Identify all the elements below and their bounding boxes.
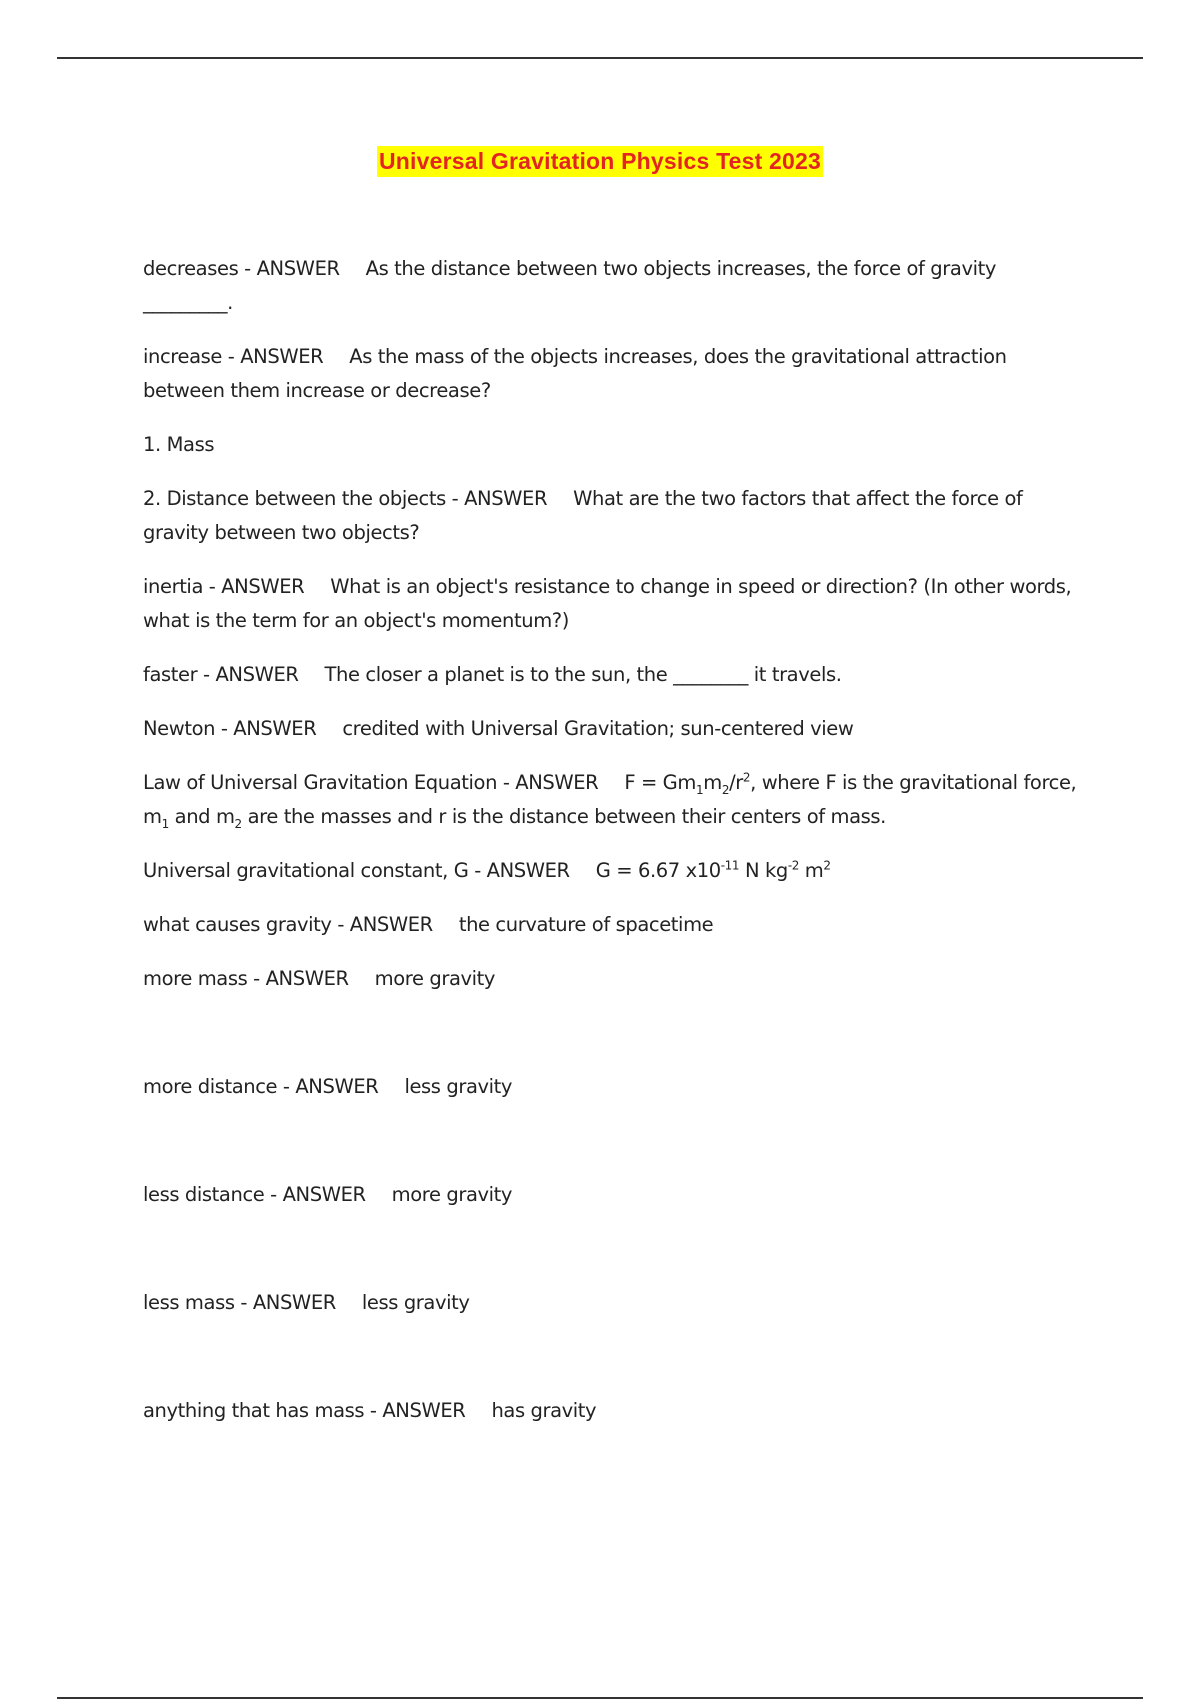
qa-list — [143, 252, 1093, 1448]
qa-term: anything that has mass - ANSWER — [143, 1399, 466, 1422]
qa-definition: less gravity — [361, 1291, 470, 1314]
qa-item — [143, 658, 1093, 692]
qa-term: faster - ANSWER — [143, 663, 299, 686]
qa-term: increase - ANSWER — [143, 345, 324, 368]
qa-definition: more gravity — [391, 1183, 513, 1206]
qa-item — [143, 1286, 1093, 1320]
qa-term: decreases - ANSWER — [143, 257, 340, 280]
qa-item — [143, 908, 1093, 942]
qa-term: inertia - ANSWER — [143, 575, 305, 598]
qa-item — [143, 340, 1093, 408]
qa-definition: As the mass of the objects increases, does the gravitational attraction between them increase or decrease? — [143, 345, 1007, 402]
qa-item — [143, 1394, 1093, 1428]
qa-item — [143, 962, 1093, 996]
qa-term: Law of Universal Gravitation Equation - ANSWER — [143, 771, 599, 794]
qa-item — [143, 712, 1093, 746]
qa-item — [143, 482, 1093, 550]
qa-term: Universal gravitational constant, G - ANSWER — [143, 859, 570, 882]
qa-item — [143, 1178, 1093, 1212]
qa-definition-blank: _________. — [143, 291, 233, 314]
qa-definition: The closer a planet is to the sun, the ________ it travels. — [324, 663, 842, 686]
qa-item — [143, 570, 1093, 638]
top-rule — [57, 57, 1143, 59]
qa-definition: credited with Universal Gravitation; sun-centered view — [342, 717, 854, 740]
qa-item — [143, 1070, 1093, 1104]
qa-definition: less gravity — [404, 1075, 513, 1098]
qa-definition-constant: G = 6.67 $x10^{-11}$ N $kg^{-2}$ $m^2$ — [595, 858, 831, 882]
qa-term: Newton - ANSWER — [143, 717, 317, 740]
qa-item — [143, 428, 1093, 462]
qa-term: more distance - ANSWER — [143, 1075, 379, 1098]
qa-definition: more gravity — [374, 967, 496, 990]
qa-definition-equation: $F = Gm_1m_2/r^2$, where F is the gravitational force, $m_1$ and $m_2$ are the masses and r is the distance between their centers of mass. — [143, 770, 1077, 831]
title-container — [0, 146, 1200, 177]
bottom-rule — [57, 1697, 1143, 1699]
qa-item — [143, 854, 1093, 888]
qa-item — [143, 252, 1093, 320]
qa-definition: the curvature of spacetime — [458, 913, 714, 936]
qa-definition: What is an object's resistance to change in speed or direction? (In other words, what is the term for an object's momentum?) — [143, 575, 1072, 632]
qa-term: 2. Distance between the objects - ANSWER — [143, 487, 548, 510]
qa-term: more mass - ANSWER — [143, 967, 349, 990]
qa-term: less distance - ANSWER — [143, 1183, 366, 1206]
qa-definition: What are the two factors that affect the force of gravity between two objects? — [143, 487, 1023, 544]
qa-term: what causes gravity - ANSWER — [143, 913, 433, 936]
qa-definition: has gravity — [491, 1399, 597, 1422]
qa-term: 1. Mass — [143, 433, 215, 456]
qa-item — [143, 766, 1093, 834]
qa-term: less mass - ANSWER — [143, 1291, 336, 1314]
qa-definition: As the distance between two objects increases, the force of gravity — [365, 257, 996, 280]
page-title: Universal Gravitation Physics Test 2023 — [377, 146, 823, 177]
